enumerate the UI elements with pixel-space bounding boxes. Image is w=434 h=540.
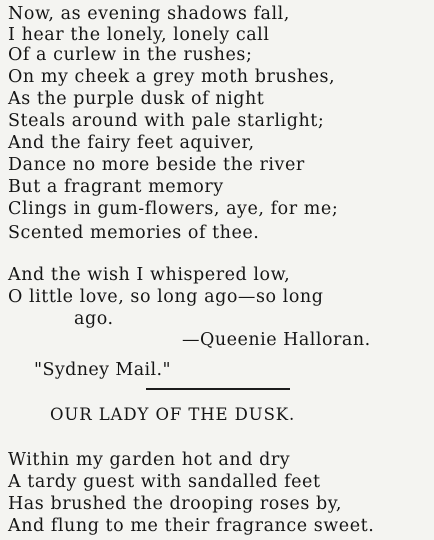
poem-line: Within my garden hot and dry: [8, 450, 291, 470]
poem-line: A tardy guest with sandalled feet: [8, 472, 321, 492]
poem-line: Of a curlew in the rushes;: [8, 45, 253, 65]
poem-line: Now, as evening shadows fall,: [8, 4, 290, 24]
author-attribution: —Queenie Halloran.: [182, 330, 371, 350]
poem-line: Dance no more beside the river: [8, 155, 305, 175]
poem-line: And the fairy feet aquiver,: [8, 133, 255, 153]
separator-rule: [146, 388, 290, 390]
poem-line: Has brushed the drooping roses by,: [8, 494, 342, 514]
poem-line: On my cheek a grey moth brushes,: [8, 67, 336, 87]
poem-line: And flung to me their fragrance sweet.: [8, 516, 375, 536]
poem-line: And the wish I whispered low,: [8, 265, 291, 285]
poem-line: O little love, so long ago—so long: [8, 287, 324, 307]
poem-line: ago.: [74, 309, 114, 329]
poem-line: Steals around with pale starlight;: [8, 111, 325, 131]
poem-line: Clings in gum-flowers, aye, for me;: [8, 199, 339, 219]
poem-line: But a fragrant memory: [8, 177, 224, 197]
poem-line: I hear the lonely, lonely call: [8, 25, 270, 45]
poem-line: Scented memories of thee.: [8, 223, 260, 243]
poem-line: As the purple dusk of night: [8, 89, 265, 109]
poem-title: OUR LADY OF THE DUSK.: [50, 405, 296, 424]
source-credit: "Sydney Mail.": [34, 360, 171, 380]
